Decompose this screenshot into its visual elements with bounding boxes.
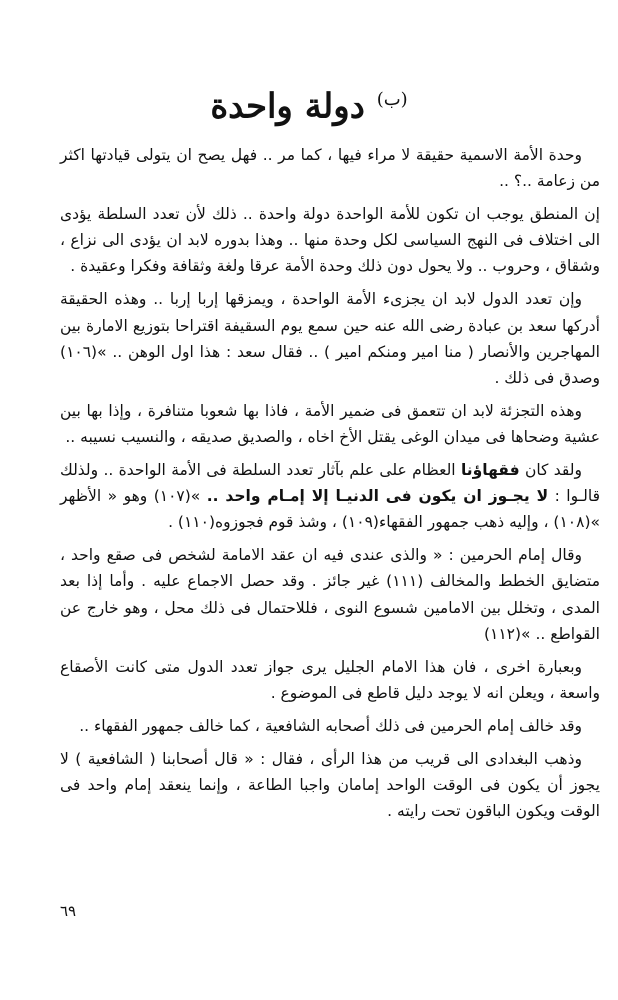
paragraph: [60, 713, 600, 739]
paragraph-text: العظام على علم بآثار تعدد السلطة فى الأمة الواحدة .. ولذلك قالـوا :: [60, 461, 600, 506]
paragraph: [60, 542, 600, 646]
paragraph: [60, 142, 600, 194]
paragraph: [60, 746, 600, 824]
section-marker: (ب): [376, 89, 408, 110]
paragraph-text: »(١٠٧) وهو « الأظهر »(١٠٨) ، وإليه ذهب جمهور الفقهاء(١٠٩) ، وشذ قوم فجوزوه(١١٠) .: [60, 487, 600, 532]
paragraph: [60, 398, 600, 450]
paragraph: [60, 286, 600, 390]
paragraph-text: وقال إمام الحرمين : « والذى عندى فيه ان عقد الامامة لشخص فى صقع واحد ، متضايق الخطط والمخالف (١١١) غير جائز . وقد حصل الاجماع عليه . وأما إذا بعد المدى ، وتخلل بين الامامين شسوع النوى ، فللاحتمال فى ذلك محل ، وهو خارج عن القواطع .. »(١١٢): [60, 546, 600, 643]
paragraph-text: وبعبارة اخرى ، فان هذا الامام الجليل يرى جواز تعدد الدول متى كانت الأصقاع واسعة ، ويعلن انه لا يوجد دليل قاطع فى الموضوع .: [60, 657, 600, 702]
paragraph-text: وهذه التجزئة لابد ان تتعمق فى ضمير الأمة ، فاذا بها شعوبا متنافرة ، وإذا بها بين عشية وضحاها فى ميدان الوغى يقتل الأخ اخاه ، والصديق صديقه ، والنسيب نسيبه ..: [60, 401, 600, 446]
paragraph-text: إن المنطق يوجب ان تكون للأمة الواحدة دولة واحدة .. ذلك لأن تعدد السلطة يؤدى الى اختلاف فى النهج السياسى لكل وحدة منها .. وهذا بدوره لابد ان يؤدى الى نزاع ، وشقاق ، وحروب .. ولا يحول دون ذلك وحدة الأمة عرقا ولغة وثقافة وفكرا وعقيدة .: [60, 205, 600, 276]
paragraph-text: وذهب البغدادى الى قريب من هذا الرأى ، فقال : « قال أصحابنا ( الشافعية ) لا يجوز أن يكون فى الوقت الواحد إمامان واجبا الطاعة ، وإنما ينعقد إمام واحد فى الوقت ويكون الباقون تحت رايته .: [60, 749, 600, 821]
page-number: ٦٩: [60, 902, 77, 920]
paragraph-text: وقد خالف إمام الحرمين فى ذلك أصحابه الشافعية ، كما خالف جمهور الفقهاء ..: [79, 716, 582, 735]
body-text: [60, 142, 600, 831]
paragraph-scholars: [60, 457, 600, 535]
paragraph: [60, 654, 600, 706]
section-title: [0, 78, 618, 128]
paragraph-text: وحدة الأمة الاسمية حقيقة لا مراء فيها ، كما مر .. فهل يصح ان يتولى قيادتها اكثر من زعامة ..؟ ..: [60, 146, 600, 191]
paragraph: [60, 201, 600, 279]
paragraph-text: وإن تعدد الدول لابد ان يجزىء الأمة الواحدة ، ويمزقها إربا إربا .. وهذه الحقيقة أدركها سعد بن عبادة رضى الله عنه حين سمع يوم السقيفة اقتراحا بتوزيع الامارة بين المهاجرين والأنصار ( منا امير ومنكم امير ) .. فقال سعد : هذا اول الوهن .. »(١٠٦) وصدق فى ذلك .: [60, 290, 600, 387]
section-title-text: دولة واحدة: [210, 86, 365, 127]
emphasis-ruling: لا يجـوز ان يكون فى الدنيـا إلا إمـام واحد ..: [206, 487, 549, 506]
paragraph-text: ولقد كان: [524, 461, 582, 480]
emphasis-scholars: فقهاؤنا: [460, 461, 520, 480]
